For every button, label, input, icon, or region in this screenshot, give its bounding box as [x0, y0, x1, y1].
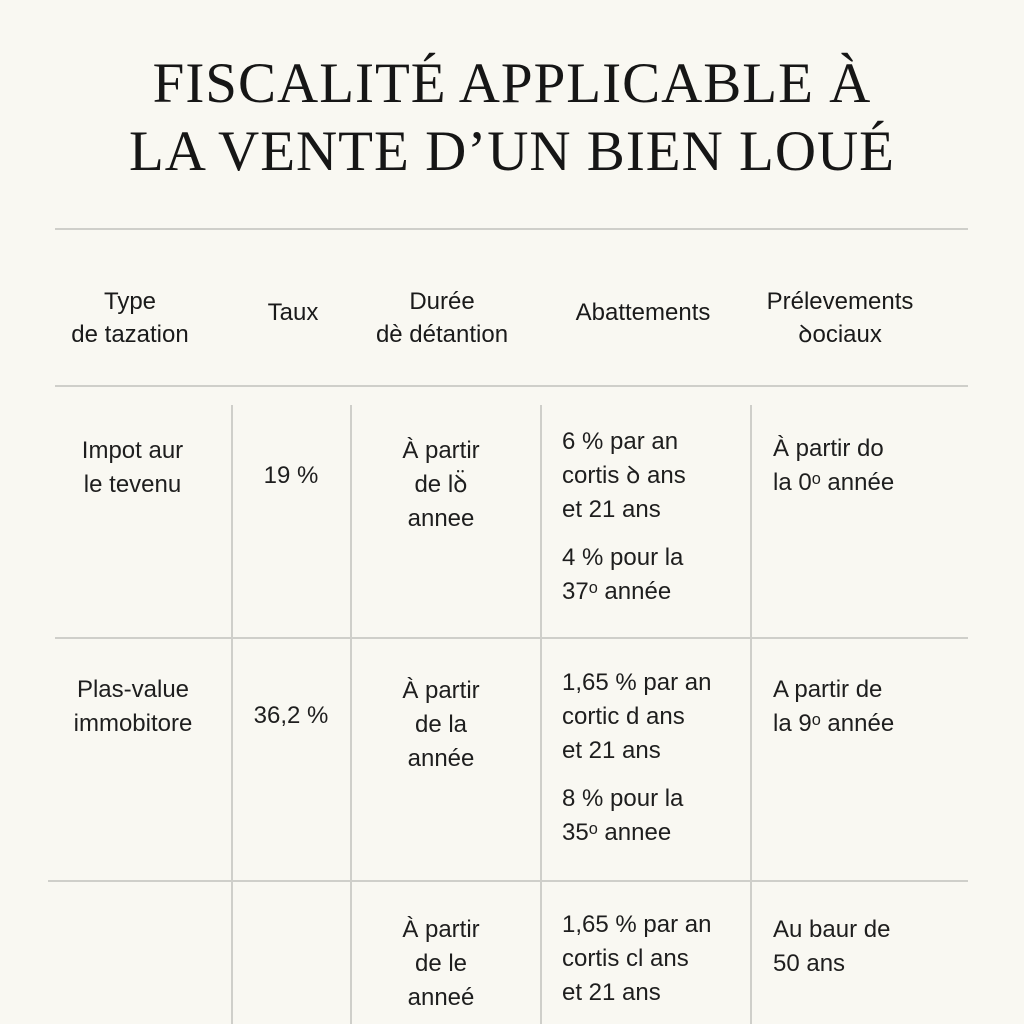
table-row-1-duree [356, 434, 526, 536]
row-1-prelevements-line-1: À partir do [773, 435, 884, 462]
page-title-line-1: FISCALITÉ APPLICABLE À [152, 52, 872, 115]
row-1-type-line-2: le tevenu [83, 471, 182, 498]
table-row-1-type [40, 434, 225, 502]
header-duree [352, 285, 532, 351]
row-3-prelevements-line-2: 50 ans [773, 950, 846, 977]
row-2-abattements-a-line-3: et 21 ans [562, 737, 661, 764]
header-prelevements [748, 285, 932, 351]
row-2-abattements-a-line-1: 1,65 % par an [562, 669, 712, 696]
table-row-1-taux [236, 459, 346, 493]
header-prelevements-line-2: ꝺociaux [798, 321, 882, 348]
table-row-2-type [38, 673, 228, 741]
column-divider-4 [750, 405, 752, 1024]
row-3-duree-line-1: À partir [402, 916, 480, 943]
row-1-duree-line-1: À partir [402, 437, 480, 464]
divider-row-1 [55, 637, 968, 639]
row-2-abattements-b-line-1: 8 % pour la [562, 785, 684, 812]
row-2-type-line-1: Plas-value [76, 676, 190, 703]
row-1-abattements-a-line-1: 6 % par an [562, 428, 679, 455]
row-2-duree-line-3: année [407, 745, 475, 772]
header-duree-line-1: Durée [409, 288, 475, 315]
row-1-type-line-1: Impot aur [81, 437, 184, 464]
row-2-abattements-b-line-2: 35ᵒ annee [562, 819, 672, 846]
header-prelevements-line-1: Prélevements [766, 288, 914, 315]
page-title [0, 50, 1024, 186]
header-type-line-1: Type [103, 288, 157, 315]
row-1-prelevements-line-2: la 0ᵒ année [773, 469, 895, 496]
header-abattements [548, 296, 738, 329]
table-row-1-prelevements [773, 432, 963, 500]
row-2-abattements-a-line-2: cortic d ans [562, 703, 685, 730]
page-title-line-2: LA VENTE D’UN BIEN LOUÉ [128, 120, 895, 183]
header-taux [238, 296, 348, 329]
table-row-2-duree [356, 674, 526, 776]
row-3-duree-line-3: anneé [407, 984, 475, 1011]
row-2-taux-value: 36,2 % [253, 702, 329, 729]
row-3-abattements-a-line-2: cortis cl ans [562, 945, 689, 972]
column-divider-1 [231, 405, 233, 1024]
row-3-abattements-a-line-3: et 21 ans [562, 979, 661, 1006]
table-row-2-abattements [562, 666, 747, 850]
row-1-abattements-b-line-2: 37ᵒ année [562, 578, 672, 605]
header-type [40, 285, 220, 351]
row-2-prelevements-line-2: la 9ᵒ année [773, 710, 895, 737]
column-divider-3 [540, 405, 542, 1024]
divider-under-title [55, 228, 968, 230]
row-1-abattements-a-line-3: et 21 ans [562, 496, 661, 523]
divider-under-header [55, 385, 968, 387]
row-2-type-line-2: immobitore [73, 710, 193, 737]
header-taux-label: Taux [267, 299, 319, 326]
row-3-abattements-a-line-1: 1,65 % par an [562, 911, 712, 938]
row-2-prelevements-line-1: A partir de [773, 676, 883, 703]
divider-row-2 [48, 880, 968, 882]
row-1-duree-line-2: de lꝺ̈ [414, 471, 468, 498]
row-1-abattements-spacer [562, 527, 747, 541]
row-2-abattements-spacer [562, 768, 747, 782]
row-1-taux-value: 19 % [263, 462, 319, 489]
row-2-duree-line-2: de la [414, 711, 468, 738]
table-row-3-prelevements [773, 913, 963, 981]
row-2-duree-line-1: À partir [402, 677, 480, 704]
table-row-3-duree [356, 913, 526, 1015]
column-divider-2 [350, 405, 352, 1024]
table-row-2-prelevements [773, 673, 963, 741]
row-1-duree-line-3: annee [407, 505, 475, 532]
row-3-duree-line-2: de le [414, 950, 468, 977]
table-row-3-abattements [562, 908, 747, 1010]
row-1-abattements-b-line-1: 4 % pour la [562, 544, 684, 571]
header-abattements-label: Abattements [575, 299, 711, 326]
table-row-2-taux [236, 699, 346, 733]
header-type-line-2: de tazation [71, 321, 189, 348]
row-3-prelevements-line-1: Au baur de [773, 916, 891, 943]
row-1-abattements-a-line-2: cortis ꝺ ans [562, 462, 686, 489]
table-row-1-abattements [562, 425, 747, 609]
header-duree-line-2: dè détantion [375, 321, 509, 348]
